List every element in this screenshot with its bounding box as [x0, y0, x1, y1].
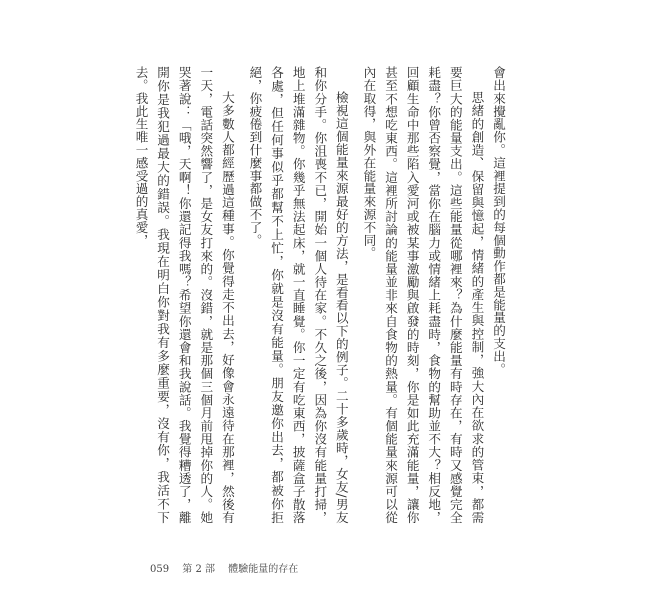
- paragraph: 檢視這個能量來源最好的方法，是看看以下的例子。二十多歲時，女友/男友和你分手。你沮喪不已，開始一個人待在家。不久之後，因為你沒有能量打掃，地上堆滿雜物。你幾乎無法起床，就一直睡覺。你一定有吃東西，披薩盒子散落各處，但任何事似乎都幫不上忙，你就是沒有能量。朋友邀你出去，都被你拒絕，你疲倦到什麼事都做不了。: [247, 66, 349, 524]
- page-footer: [150, 560, 308, 575]
- paragraph: 思緒的創造、保留與憶起，情緒的產生與控制，強大內在欲求的管束，都需要巨大的能量支出。這些能量從哪裡來？為什麼能量有時存在，有時又感覺完全耗盡？你曾否察覺，當你在腦力或情緒上耗盡時，食物的幫助並不大？相反地，回顧生命中那些陷入愛河或被某事激勵與啟發的時刻，你是如此充滿能量，讓你甚至不想吃東西。這裡所討論的能量並非來自食物的熱量。有個能量來源可以從內在取得，與外在能量來源不同。: [361, 66, 485, 524]
- part-label: 第 2 部: [182, 564, 216, 575]
- section-title: 體驗能量的存在: [228, 564, 299, 575]
- paragraph: 會出來攪亂你。這裡提到的每個動作都是能量的支出。: [491, 66, 506, 376]
- page-number: 059: [150, 564, 170, 575]
- paragraph: 大多數人都經歷過這種事。你覺得走不出去，好像會永遠待在那裡，然後有一天，電話突然響了，是女友打來的。沒錯，就是那個三個月前甩掉你的人。她哭著說：「哦，天啊！你還記得我嗎？希望你還會和我說話。我覺得糟透了，離開你是我犯過最大的錯誤。我現在明白你對我有多麼重要，沒有你，我活不下去。我此生唯一感受過的真愛，: [133, 66, 235, 524]
- vertical-text-body: [133, 66, 509, 524]
